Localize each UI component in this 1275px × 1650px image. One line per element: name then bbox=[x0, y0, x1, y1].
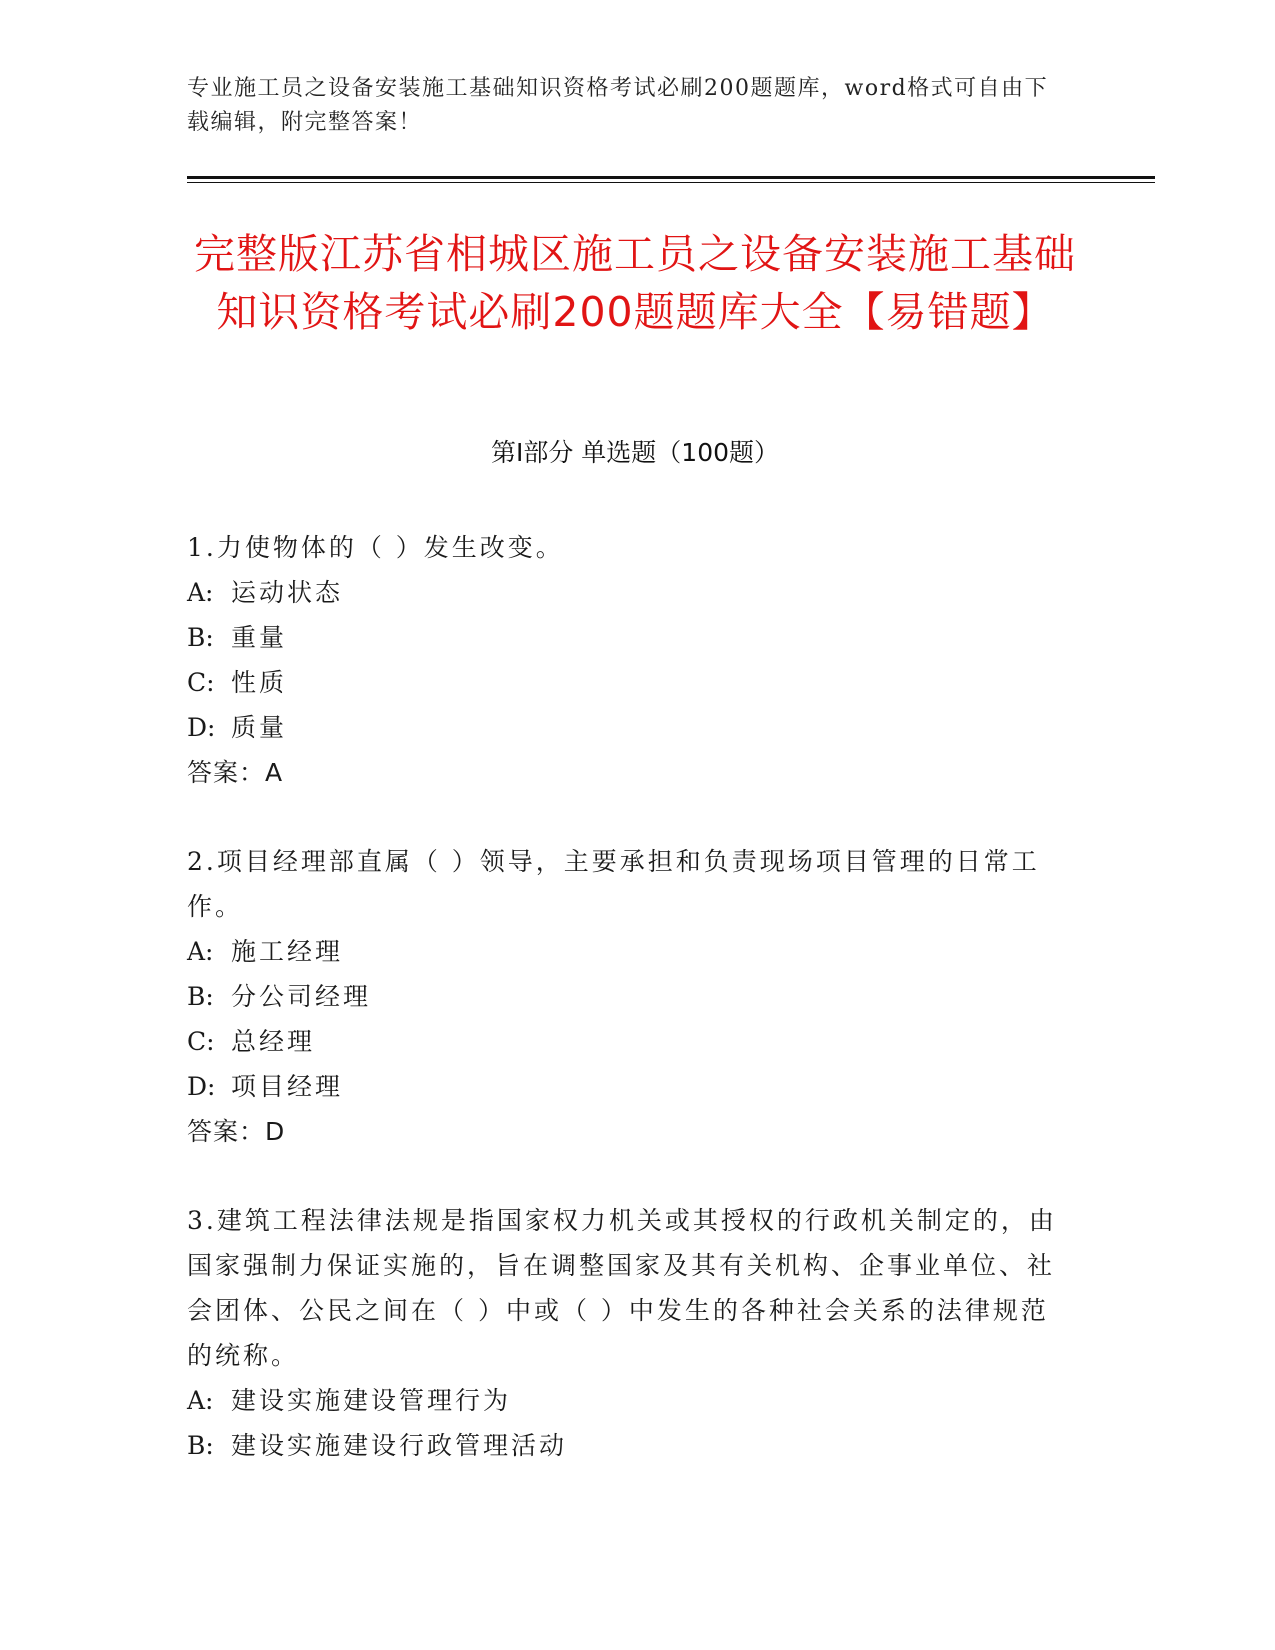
option-text: 分公司经理 bbox=[231, 982, 372, 1011]
option-key: A: bbox=[187, 578, 214, 607]
option-text: 性质 bbox=[231, 668, 288, 697]
option-a bbox=[187, 1378, 1067, 1423]
question-stem: 2.项目经理部直属（ ）领导，主要承担和负责现场项目管理的日常工作。 bbox=[187, 847, 1040, 921]
option-c bbox=[187, 1019, 1067, 1064]
option-key: D: bbox=[187, 1072, 216, 1101]
question-stem: 3.建筑工程法律法规是指国家权力机关或其授权的行政机关制定的，由国家强制力保证实施的，旨在调整国家及其有关机构、企事业单位、社会团体、公民之间在（ ）中或（ ）中发生的各种社会关系的法律规范的统称。 bbox=[187, 1206, 1057, 1370]
option-text: 重量 bbox=[231, 623, 288, 652]
answer-line: 答案：A bbox=[187, 758, 284, 787]
question-list bbox=[187, 525, 1067, 1512]
option-key: A: bbox=[187, 1386, 214, 1415]
option-key: A: bbox=[187, 937, 214, 966]
option-key: B: bbox=[187, 623, 214, 652]
option-b bbox=[187, 1423, 1067, 1468]
option-key: C: bbox=[187, 1027, 215, 1056]
option-b bbox=[187, 615, 1067, 660]
option-key: B: bbox=[187, 1431, 214, 1460]
option-text: 运动状态 bbox=[231, 578, 344, 607]
option-text: 项目经理 bbox=[231, 1072, 344, 1101]
option-text: 总经理 bbox=[231, 1027, 316, 1056]
option-b bbox=[187, 974, 1067, 1019]
option-a bbox=[187, 929, 1067, 974]
question-3 bbox=[187, 1198, 1067, 1468]
answer-line: 答案：D bbox=[187, 1117, 286, 1146]
option-text: 质量 bbox=[231, 713, 288, 742]
header-divider-thin bbox=[187, 182, 1155, 183]
option-key: D: bbox=[187, 713, 216, 742]
option-key: B: bbox=[187, 982, 214, 1011]
option-text: 建设实施建设管理行为 bbox=[231, 1386, 512, 1415]
question-stem: 1.力使物体的（ ）发生改变。 bbox=[187, 533, 564, 562]
document-title: 完整版江苏省相城区施工员之设备安装施工基础知识资格考试必刷200题题库大全【易错题】 bbox=[194, 230, 1076, 336]
question-1 bbox=[187, 525, 1067, 795]
header-note: 专业施工员之设备安装施工基础知识资格考试必刷200题题库，word格式可自由下载编辑，附完整答案！ bbox=[187, 76, 1049, 135]
option-c bbox=[187, 660, 1067, 705]
question-2 bbox=[187, 839, 1067, 1154]
option-d bbox=[187, 705, 1067, 750]
section-heading: 第Ⅰ部分 单选题（100题） bbox=[490, 438, 780, 467]
option-text: 建设实施建设行政管理活动 bbox=[231, 1431, 568, 1460]
option-text: 施工经理 bbox=[231, 937, 344, 966]
option-a bbox=[187, 570, 1067, 615]
header-divider-thick bbox=[187, 176, 1155, 179]
option-d bbox=[187, 1064, 1067, 1109]
option-key: C: bbox=[187, 668, 215, 697]
